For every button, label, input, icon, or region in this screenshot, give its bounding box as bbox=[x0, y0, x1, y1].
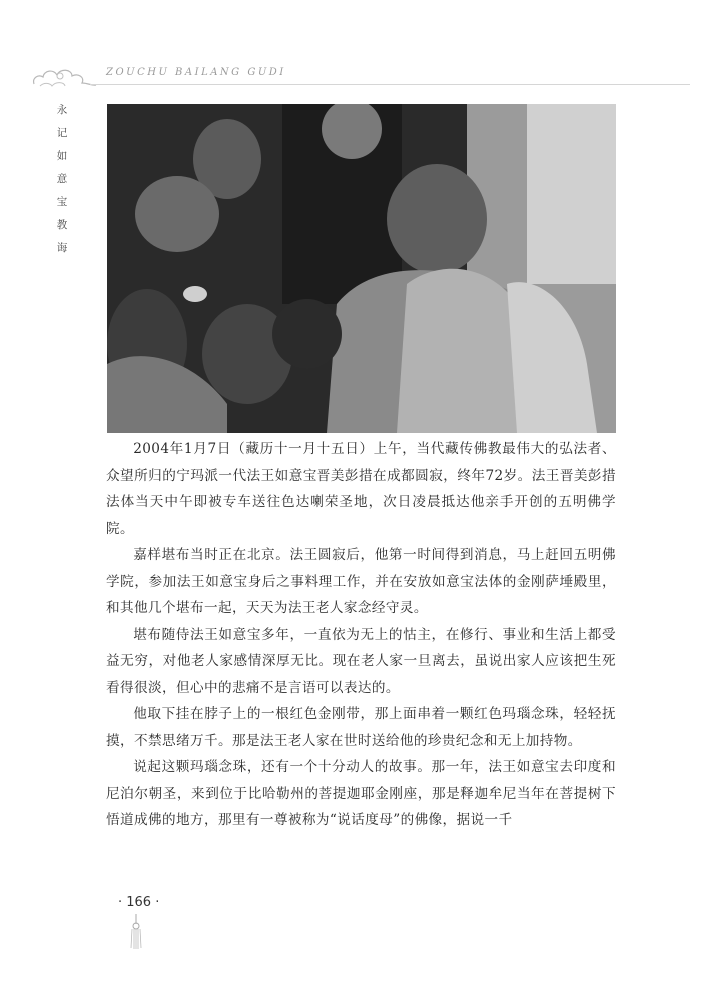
side-title-char: 如 bbox=[56, 150, 68, 162]
side-title-char: 记 bbox=[56, 127, 68, 139]
header-rule bbox=[90, 84, 690, 85]
body-text bbox=[106, 436, 616, 834]
page-number: · 166 · bbox=[118, 895, 160, 910]
side-title-char: 永 bbox=[56, 104, 68, 116]
tassel-ornament-icon bbox=[126, 914, 146, 950]
side-title-char: 宝 bbox=[56, 196, 68, 208]
paragraph: 嘉样堪布当时正在北京。法王圆寂后，他第一时间得到消息，马上赶回五明佛学院，参加法王如意宝身后之事料理工作，并在安放如意宝法体的金刚萨埵殿里，和其他几个堪布一起，天天为法王老人家念经守灵。 bbox=[106, 547, 616, 616]
photo-image bbox=[107, 104, 616, 433]
paragraph: 说起这颗玛瑙念珠，还有一个十分动人的故事。那一年，法王如意宝去印度和尼泊尔朝圣，来到位于比哈勒州的菩提迦耶金刚座，那是释迦牟尼当年在菩提树下悟道成佛的地方，那里有一尊被称为“说话度母”的佛像，据说一千 bbox=[106, 759, 616, 828]
paragraph: 堪布随侍法王如意宝多年，一直依为无上的怙主，在修行、事业和生活上都受益无穷，对他老人家感情深厚无比。现在老人家一旦离去，虽说出家人应该把生死看得很淡，但心中的悲痛不是言语可以表达的。 bbox=[106, 626, 616, 696]
side-title-char: 诲 bbox=[56, 242, 68, 254]
running-header bbox=[30, 62, 690, 94]
header-title: ZOUCHU BAILANG GUDI bbox=[106, 67, 286, 78]
paragraph: 2004年1月7日（藏历十一月十五日）上午，当代藏传佛教最伟大的弘法者、众望所归的宁玛派一代法王如意宝晋美彭措在成都圆寂，终年72岁。法王晋美彭措法体当天中午即被专车送往色达喇荣圣地，次日凌晨抵达他亲手开创的五明佛学院。 bbox=[106, 441, 616, 537]
paragraph: 他取下挂在脖子上的一根红色金刚带，那上面串着一颗红色玛瑙念珠，轻轻抚摸，不禁思绪万千。那是法王老人家在世时送给他的珍贵纪念和无上加持物。 bbox=[106, 706, 616, 749]
side-chapter-title bbox=[54, 102, 70, 263]
side-title-char: 教 bbox=[56, 219, 68, 231]
cloud-ornament-icon bbox=[30, 62, 100, 92]
side-title-char: 意 bbox=[56, 173, 68, 185]
